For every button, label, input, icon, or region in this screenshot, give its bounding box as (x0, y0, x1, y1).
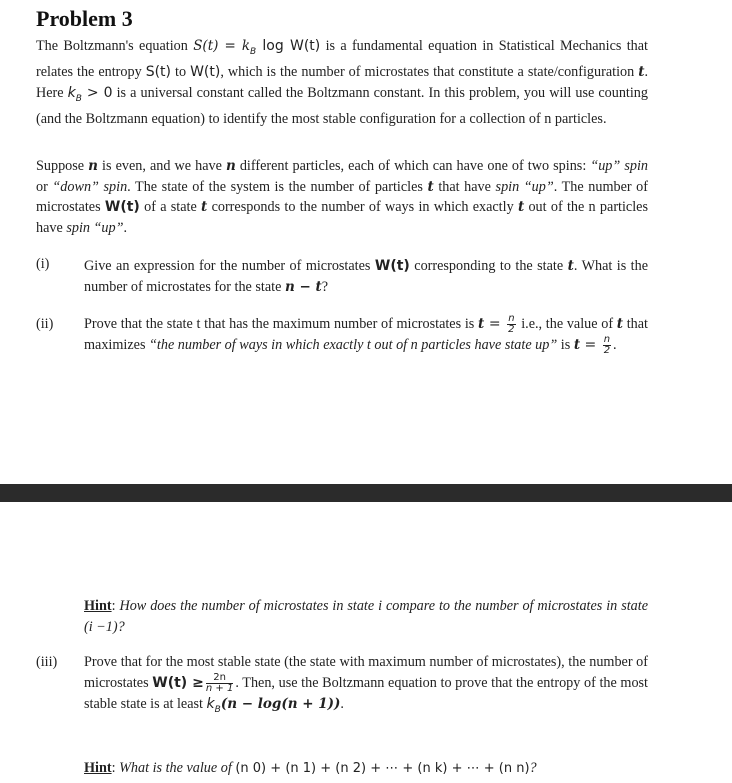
page-break-divider (0, 484, 732, 502)
item-iii-body: Prove that for the most stable state (the state with maximum number of microstates), the number of microstates W(t) ≥ $\frac{2n}{n + 1}$ . Then, use the Boltzmann equation to prove that the entropy of the most stable state is at least $k_B(n - \log(n + 1))$. (84, 654, 649, 715)
fraction-n-over-2-second: $\frac{n}{2}$ (603, 334, 611, 357)
item-i-label: (i) (36, 256, 50, 272)
hint-1: Hint: How does the number of microstates in state i compare to the number of microstates in state (i −1)? (84, 598, 648, 635)
hint-2: Hint: What is the value of (n 0) + (n 1) + (n 2) + ⋯ + (n k) + ⋯ + (n n)? (84, 760, 537, 776)
item-iii-label: (iii) (36, 654, 58, 670)
item-ii-body: Prove that the state t that has the maximum number of microstates is t = $\frac{n}{2}$ i.e., the value of t that maximizes “the number of ways in which exactly t out of n particles have state up” is t = $\frac{n}{2}$ . (84, 313, 649, 357)
item-i-body: Give an expression for the number of microstates W(t) corresponding to the state t. What is the number of microstates for the state n − t? (84, 258, 649, 295)
intro-paragraph: The Boltzmann's equation $S(t) = k_B$ log W(t) is a fundamental equation in Statistical Mechanics that relates the entropy S(t) to W(t), which is the number of microstates that constitute a state/configuration t. Here $k_B > 0$ is a universal constant called the Boltzmann constant. In this problem, you will use counting (and the Boltzmann equation) to identify the most stable configuration for a collection of n particles. (36, 38, 649, 128)
fraction-2n-over-n-plus-1: $\frac{2n}{n + 1}$ (205, 671, 234, 694)
item-ii-label: (ii) (36, 316, 54, 332)
fraction-n-over-2: $\frac{n}{2}$ (508, 313, 515, 336)
setup-paragraph: Suppose n is even, and we have n different particles, each of which can have one of two spins: “up” spin or “down” spin. The state of the system is the number of particles t that have spin “up”. The number of microstates W(t) of a state t corresponds to the number of ways in which exactly t out of the n particles have spin “up”. (36, 158, 649, 236)
problem-title: Problem 3 (36, 6, 133, 31)
